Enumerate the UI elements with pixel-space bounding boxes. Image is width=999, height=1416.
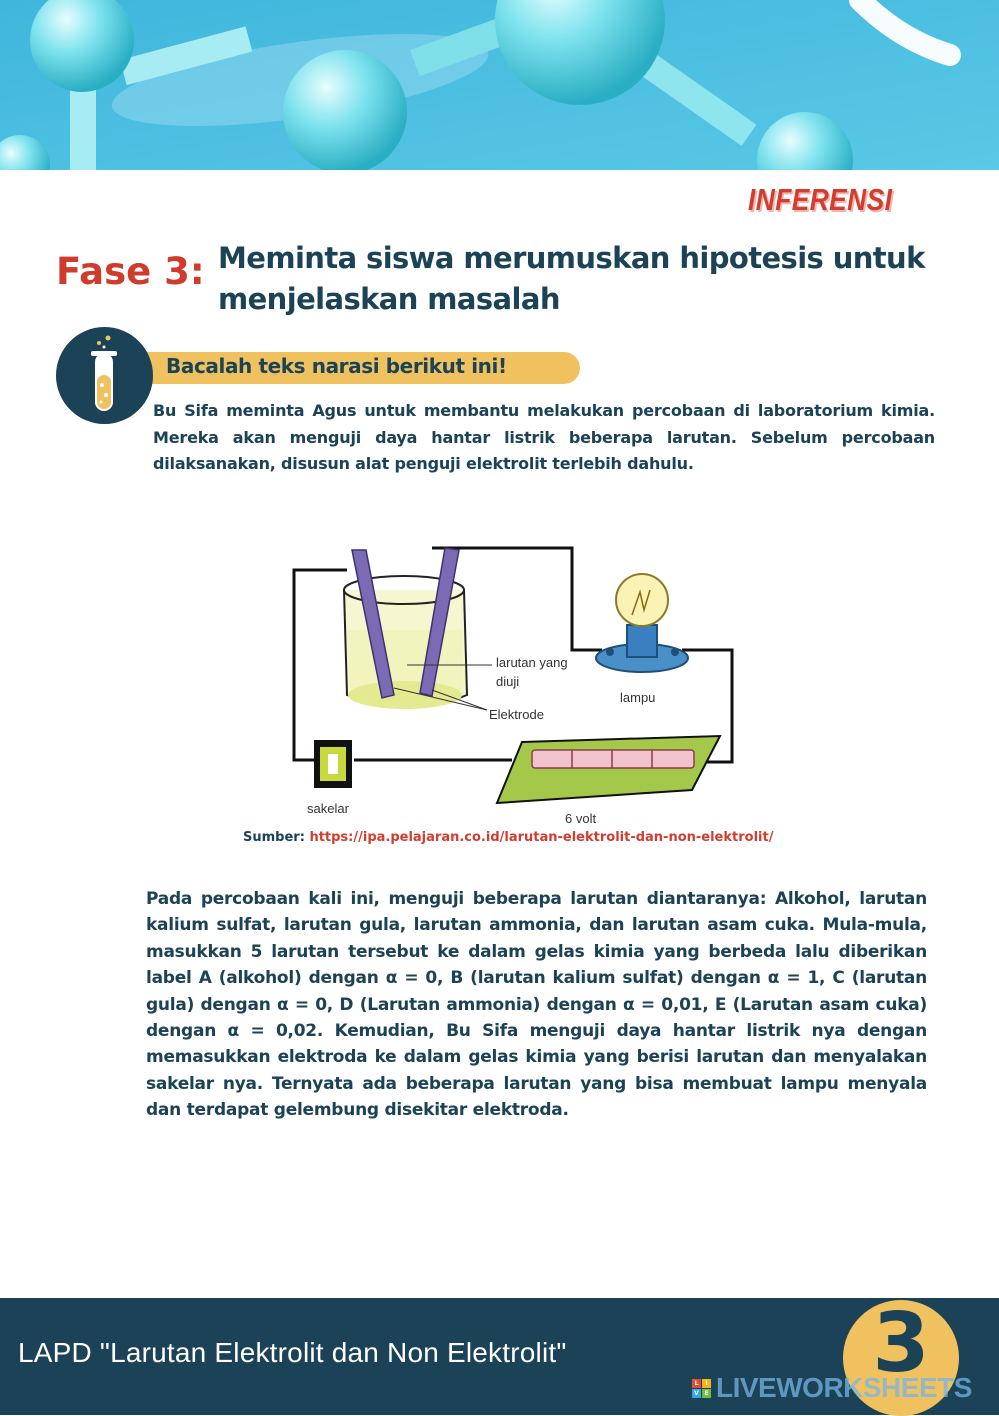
source-link[interactable]: https://ipa.pelajaran.co.id/larutan-elektrolit-dan-non-elektrolit/	[309, 830, 774, 845]
label-battery: 6 volt	[565, 811, 597, 826]
source-prefix: Sumber:	[243, 830, 305, 845]
wire-left	[294, 570, 347, 760]
test-tube-icon	[56, 327, 153, 424]
molecule-illustration	[0, 0, 999, 170]
phase-label: Fase 3:	[56, 250, 205, 293]
inference-badge: INFERENSI	[748, 182, 893, 217]
label-switch: sakelar	[307, 801, 349, 816]
instruction-text: Bacalah teks narasi berikut ini!	[166, 354, 507, 378]
label-solution-line1: larutan yang	[496, 655, 568, 670]
phase-title: Meminta siswa merumuskan hipotesis untuk menjelaskan masalah	[218, 241, 925, 316]
electrolyte-tester-diagram	[282, 520, 762, 830]
label-solution-line2: diuji	[496, 674, 520, 689]
watermark-text: LIVEWORKSHEETS	[716, 1372, 972, 1403]
battery-board	[497, 736, 720, 803]
narrative-experiment: Pada percobaan kali ini, menguji beberapa larutan diantaranya: Alkohol, larutan kalium sulfat, larutan gula, larutan ammonia, dan larutan asam cuka. Mula-mula, masukkan 5 larutan tersebut ke dalam gelas kimia yang berbeda lalu diberikan label A (alkohol) dengan α = 0, B (larutan kalium sulfat) dengan α = 1, C (larutan gula) dengan α = 0, D (Larutan ammonia) dengan α = 0,01, E (Larutan asam cuka) dengan α = 0,02. Kemudian, Bu Sifa menguji daya hantar listrik nya dengan memasukkan elektroda ke dalam gelas kimia yang berisi larutan dan menyalakan sakelar nya. Ternyata ada beberapa larutan yang bisa membuat lampu menyala dan terdapat gelembung disekitar elektroda.	[146, 889, 927, 1121]
image-source	[243, 830, 773, 845]
header-banner	[0, 0, 999, 170]
watermark	[692, 1372, 972, 1404]
label-electrode: Elektrode	[489, 707, 544, 722]
page-number: 3	[872, 1296, 930, 1391]
narrative-intro: Bu Sifa meminta Agus untuk membantu melakukan percobaan di laboratorium kimia. Mereka akan menguji daya hantar listrik beberapa larutan. Sebelum percobaan dilaksanakan, disusun alat penguji elektrolit terlebih dahulu.	[153, 401, 935, 473]
footer-title: LAPD "Larutan Elektrolit dan Non Elektrolit"	[18, 1337, 567, 1368]
label-lamp: lampu	[620, 690, 656, 705]
watermark-logo-icon: L I V E	[692, 1379, 711, 1398]
